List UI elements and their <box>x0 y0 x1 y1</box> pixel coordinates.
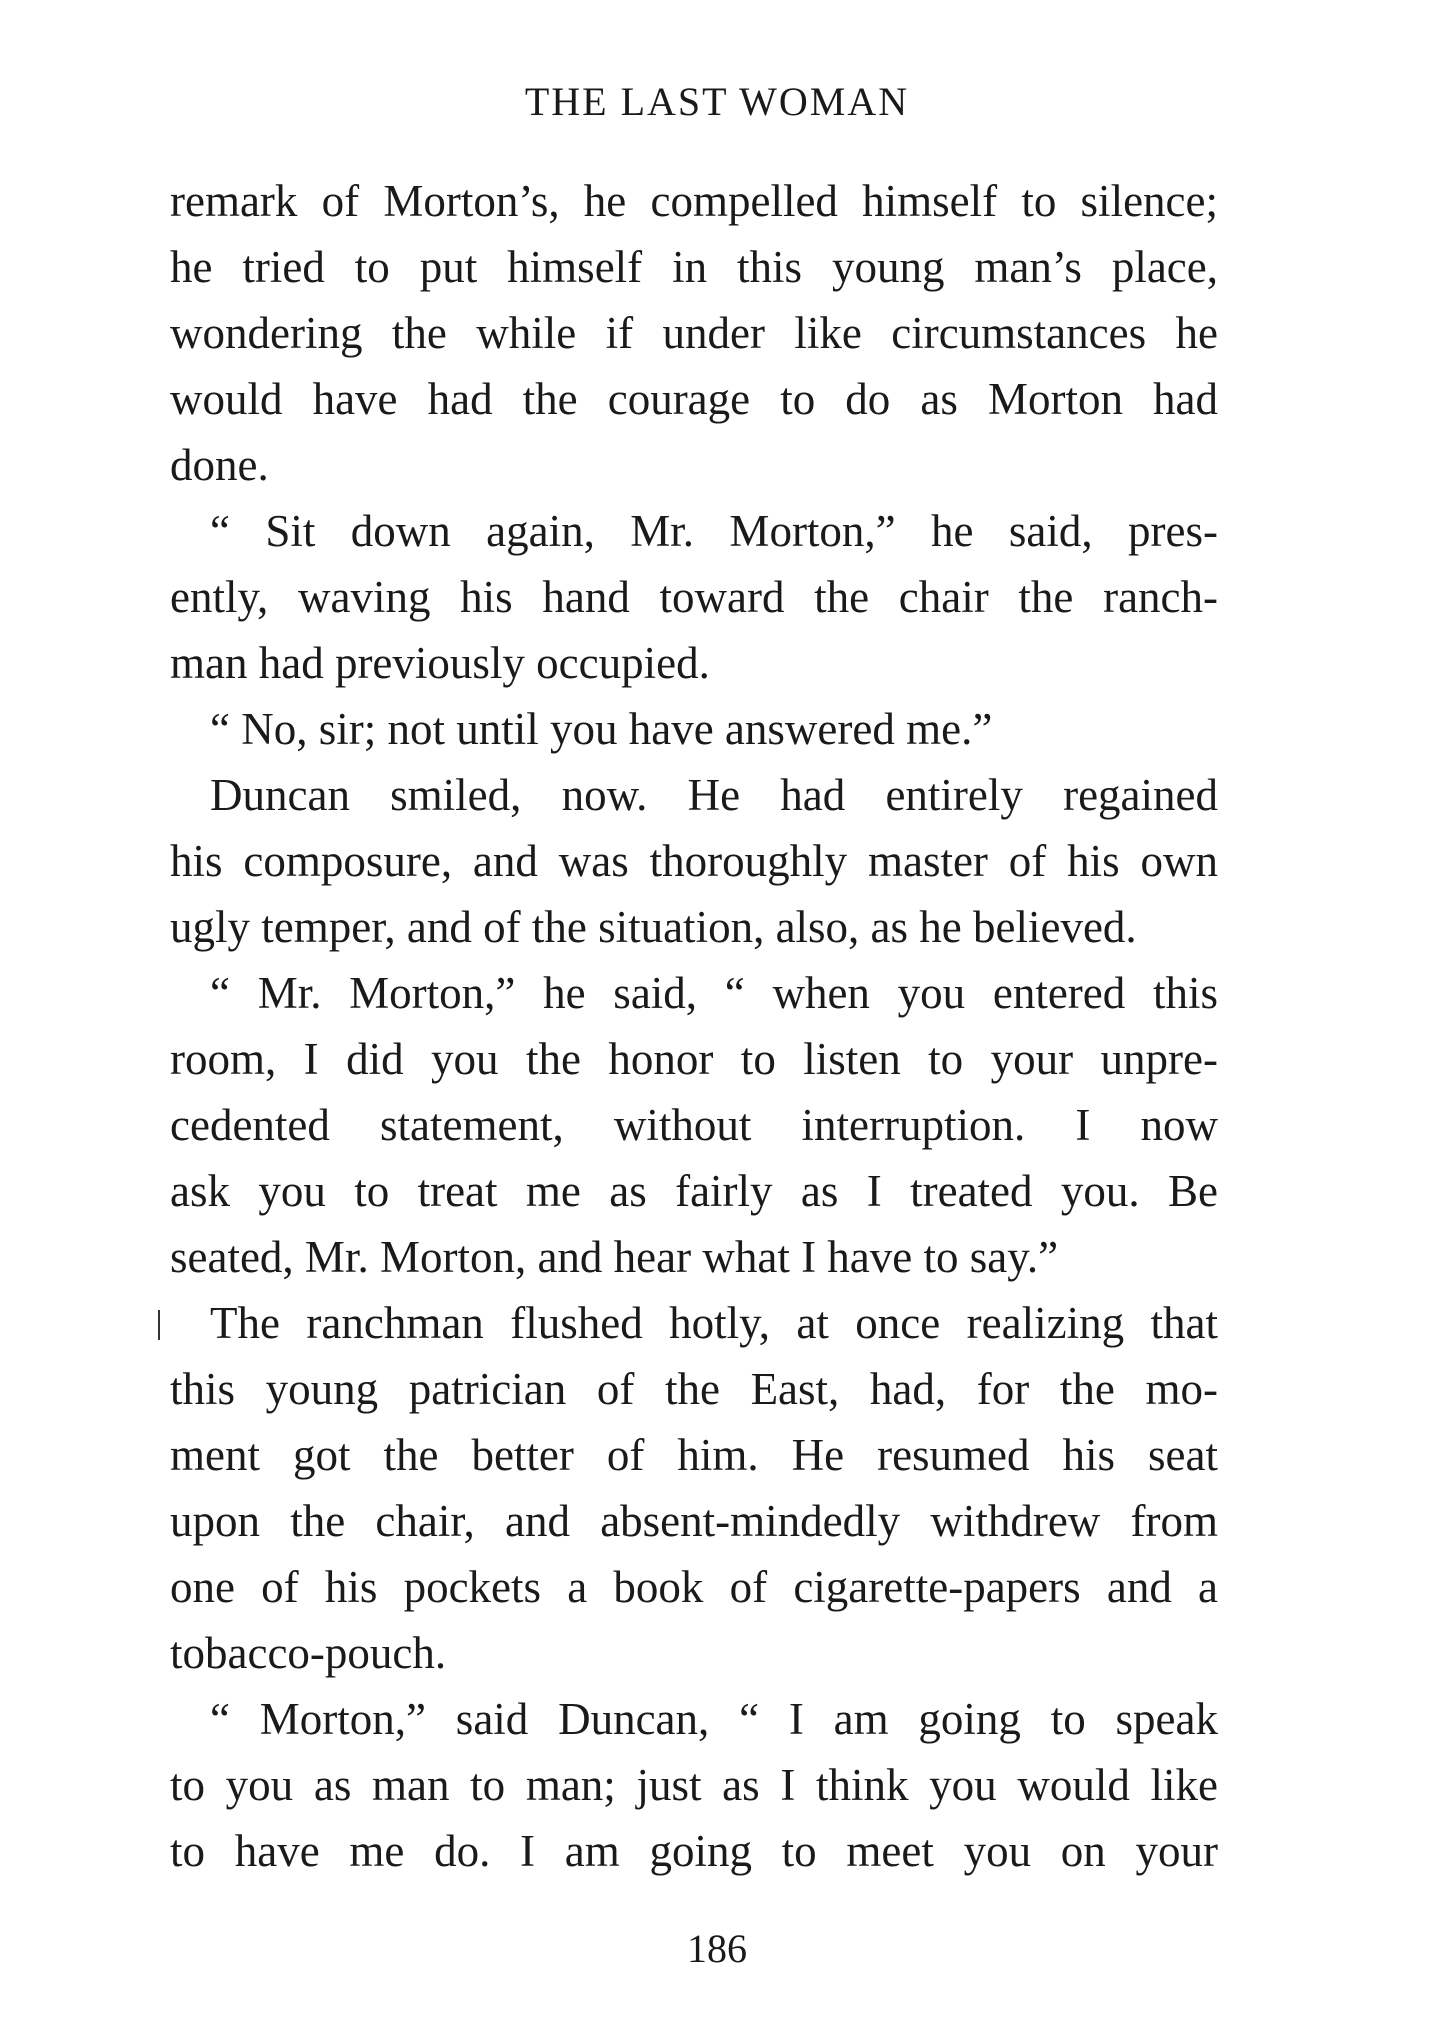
text-line: “ Sit down again, Mr. Morton,” he said, pres- <box>210 506 1218 556</box>
margin-mark <box>158 1310 160 1340</box>
text-line: done. <box>170 440 269 490</box>
text-line: ment got the better of him. He resumed his seat <box>170 1430 1218 1480</box>
text-line: to have me do. I am going to meet you on your <box>170 1826 1218 1876</box>
text-line: ently, waving his hand toward the chair the ranch- <box>170 572 1218 622</box>
text-line: wondering the while if under like circumstances he <box>170 308 1218 358</box>
text-line: this young patrician of the East, had, for the mo- <box>170 1364 1218 1414</box>
text-line: seated, Mr. Morton, and hear what I have to say.” <box>170 1232 1059 1282</box>
text-line: one of his pockets a book of cigarette-papers and a <box>170 1562 1218 1612</box>
text-line: he tried to put himself in this young man’s place, <box>170 242 1218 292</box>
page-number: 186 <box>687 1926 747 1971</box>
text-line: ask you to treat me as fairly as I treated you. Be <box>170 1166 1218 1216</box>
text-line: room, I did you the honor to listen to your unpre- <box>170 1034 1218 1084</box>
text-line: to you as man to man; just as I think you would like <box>170 1760 1218 1810</box>
text-line: The ranchman flushed hotly, at once realizing that <box>210 1298 1218 1348</box>
text-line: tobacco-pouch. <box>170 1628 447 1678</box>
text-line: “ Morton,” said Duncan, “ I am going to speak <box>210 1694 1218 1744</box>
body-text <box>170 168 1218 1884</box>
text-line: cedented statement, without interruption. I now <box>170 1100 1218 1150</box>
text-line: upon the chair, and absent-mindedly withdrew from <box>170 1496 1218 1546</box>
text-line: “ No, sir; not until you have answered me.” <box>210 704 993 754</box>
text-line: “ Mr. Morton,” he said, “ when you entered this <box>210 968 1218 1018</box>
text-line: ugly temper, and of the situation, also, as he believed. <box>170 902 1137 952</box>
text-line: man had previously occupied. <box>170 638 710 688</box>
text-line: his composure, and was thoroughly master of his own <box>170 836 1218 886</box>
running-head: THE LAST WOMAN <box>524 79 910 124</box>
text-line: remark of Morton’s, he compelled himself to silence; <box>170 176 1218 226</box>
text-line: Duncan smiled, now. He had entirely regained <box>210 770 1218 820</box>
text-line: would have had the courage to do as Morton had <box>170 374 1218 424</box>
